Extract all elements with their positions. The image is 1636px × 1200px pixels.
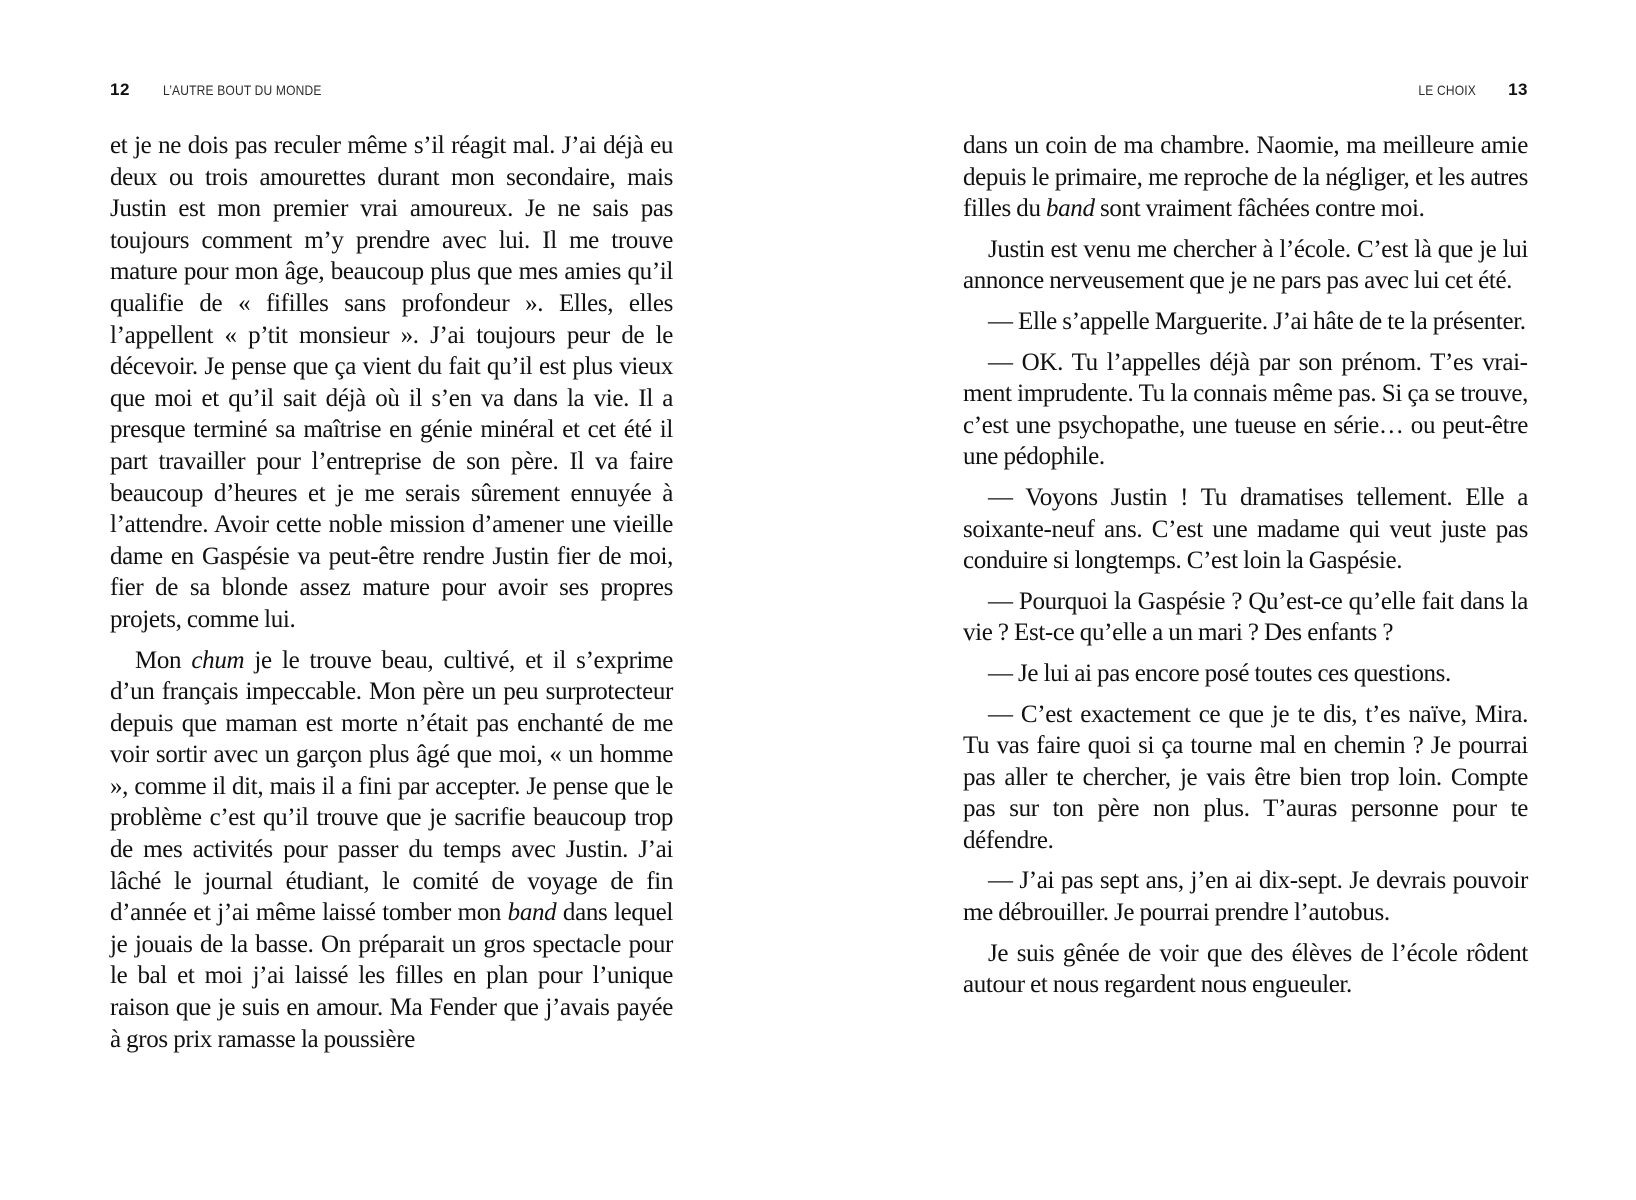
left-page: [110, 0, 673, 1200]
italic-term: chum: [191, 646, 245, 674]
text-run: et je ne dois pas reculer même s’il réagit mal. J’ai déjà eu deux ou trois amourettes durant mon secondaire, mais Justin est mon premier vrai amoureux. Je ne sais pas toujours comment m’y prendre avec lui. Il me trouve mature pour mon âge, beaucoup plus que mes amies qu’il qualifie de « fifilles sans profondeur ». Elles, elles l’appellent « p’tit monsieur ». J’ai toujours peur de le décevoir. Je pense que ça vient du fait qu’il est plus vieux que moi et qu’il sait déjà où il s’en va dans la vie. Il a presque terminé sa maîtrise en génie minéral et cet été il part travailler pour l’entreprise de son père. Il va faire beaucoup d’heures et je me serais sûrement ennuyée à l’attendre. Avoir cette noble mission d’amener une vieille dame en Gaspésie va peut-être rendre Justin fier de moi, fier de sa blonde assez mature pour avoir ses propres projets, comme lui.: [110, 132, 673, 633]
text-run: — C’est exactement ce que je te dis, t’es naïve, Mira. Tu vas faire quoi si ça tourne mal en chemin ? Je pourrai pas aller te chercher, je vais être bien trop loin. Compte pas sur ton père non plus. T’auras personne pour te défendre.: [963, 700, 1528, 854]
body-text: [963, 130, 1528, 1010]
text-run: — Voyons Justin ! Tu dramatises tellement. Elle a soixante-neuf ans. C’est une madame qui veut juste pas conduire si longtemps. C’est loin la Gaspésie.: [963, 483, 1528, 575]
text-run: Je suis gênée de voir que des élèves de l’école rôdent autour et nous regardent nous engueuler.: [963, 939, 1528, 999]
text-run: — Je lui ai pas encore posé toutes ces questions.: [988, 659, 1451, 687]
text-run: dans un coin de ma chambre. Naomie, ma meilleure amie depuis le primaire, me reproche de la négliger, et les autres filles du: [963, 132, 1528, 223]
paragraph: [963, 699, 1528, 857]
right-page: [963, 0, 1528, 1200]
paragraph: [963, 586, 1528, 649]
running-head-left: [110, 78, 673, 102]
text-run: — Pourquoi la Gaspésie ? Qu’est-ce qu’elle fait dans la vie ? Est-ce qu’elle a un mari ? Des enfants ?: [963, 587, 1528, 647]
paragraph: [963, 482, 1528, 577]
italic-term: band: [507, 899, 557, 927]
paragraph: [963, 865, 1528, 928]
paragraph: [963, 306, 1528, 338]
paragraph: [963, 130, 1528, 225]
paragraph: [963, 938, 1528, 1001]
paragraph: [963, 234, 1528, 297]
text-run: Mon: [135, 646, 192, 674]
running-title: LE CHOIX: [1418, 82, 1476, 98]
text-run: Justin est venu me chercher à l’école. C’est là que je lui annonce nerveusement que je ne pars pas avec lui cet été.: [963, 235, 1528, 295]
paragraph: [963, 347, 1528, 473]
paragraph: [963, 658, 1528, 690]
body-text: [110, 130, 673, 1064]
text-run: sont vraiment fâchées contre moi.: [1094, 195, 1425, 223]
running-title: L’AUTRE BOUT DU MONDE: [163, 82, 322, 98]
text-run: — J’ai pas sept ans, j’en ai dix-sept. Je devrais pouvoir me débrouiller. Je pourrai prendre l’autobus.: [963, 867, 1528, 927]
text-run: dans lequel je jouais de la basse. On préparait un gros spectacle pour le bal et moi j’ai laissé les filles en plan pour l’unique raison que je suis en amour. Ma Fender que j’avais payée à gros prix ramasse la poussière: [110, 899, 673, 1053]
text-run: — Elle s’appelle Marguerite. J’ai hâte de te la présenter.: [988, 307, 1526, 335]
text-run: je le trouve beau, cultivé, et il s’exprime d’un français impeccable. Mon père un peu surprotecteur depuis que maman est morte n’était pas enchanté de me voir sortir avec un garçon plus âgé que moi, « un homme », comme il dit, mais il a fini par accepter. Je pense que le problème c’est qu’il trouve que je sacrifie beaucoup trop de mes activités pour passer du temps avec Justin. J’ai lâché le journal étudiant, le comité de voyage de fin d’année et j’ai même laissé tomber mon: [110, 646, 673, 927]
paragraph: [110, 130, 673, 636]
page-number: 12: [110, 80, 130, 99]
text-run: — OK. Tu l’appelles déjà par son prénom. T’es vraiment imprudente. Tu la connais même pas. Si ça se trouve, c’est une psychopathe, une tueuse en série… ou peut-être une pédophile.: [963, 348, 1528, 471]
paragraph: [110, 645, 673, 1056]
italic-term: band: [1046, 195, 1095, 223]
running-head-right: [963, 78, 1528, 102]
page-number: 13: [1508, 80, 1528, 99]
